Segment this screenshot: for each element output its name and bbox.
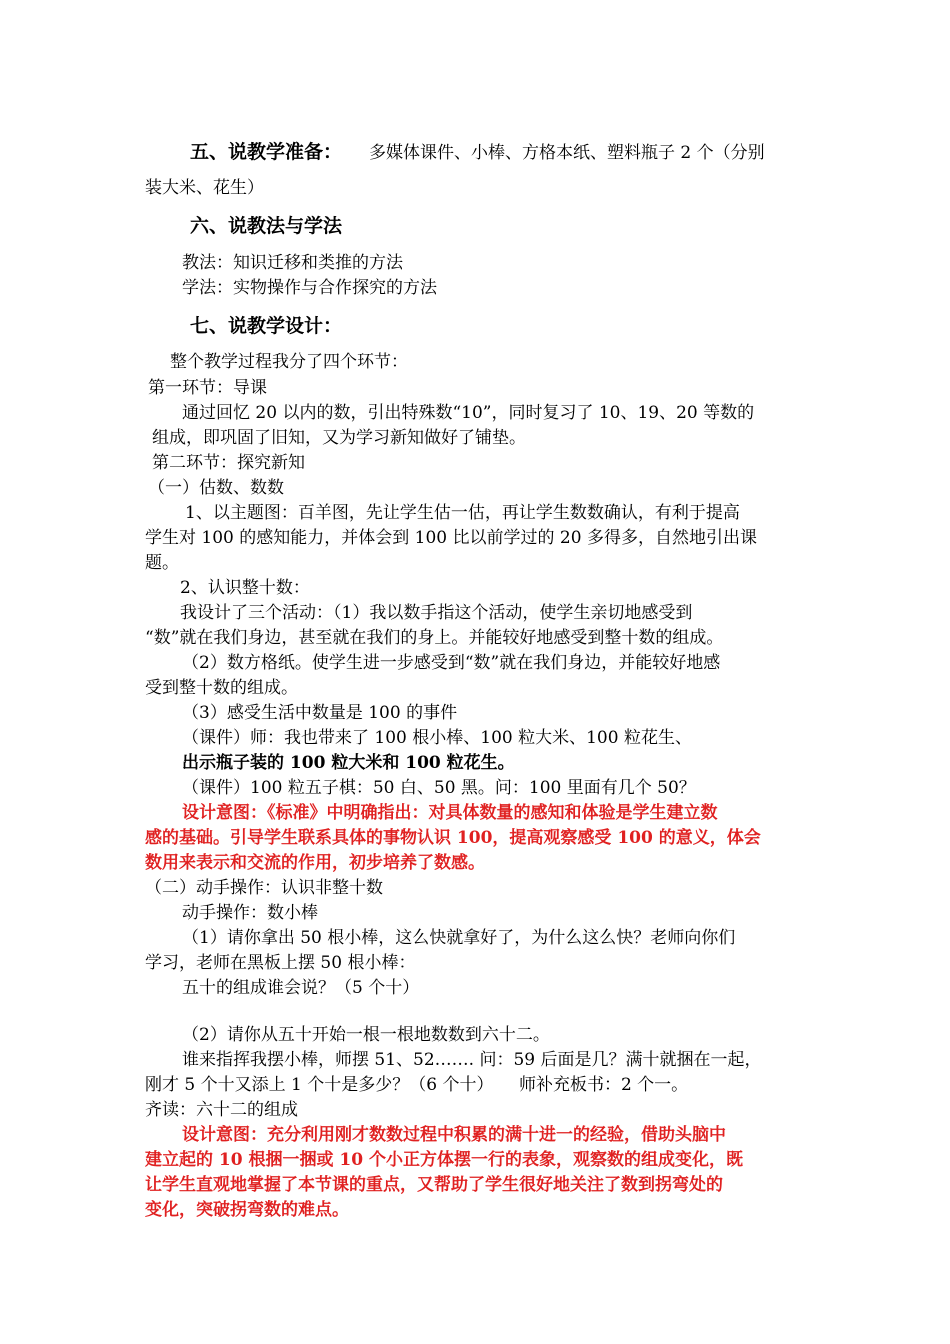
stage-1-title: 第一环节：导课 — [148, 378, 267, 398]
operation-line: 五十的组成谁会说？（5 个十） — [182, 978, 420, 998]
courseware-line-bold: 出示瓶子装的 100 粒大米和 100 粒花生。 — [182, 753, 515, 773]
operation-line: 学习，老师在黑板上摆 50 根小棒： — [145, 953, 416, 973]
activity-line: （3）感受生活中数量是 100 的事件 — [182, 703, 458, 723]
activity-line: 受到整十数的组成。 — [145, 678, 298, 698]
section-7-intro: 整个教学过程我分了四个环节： — [170, 352, 408, 372]
teaching-method: 教法：知识迁移和类推的方法 — [182, 253, 403, 273]
section-5-heading: 五、说教学准备： — [190, 141, 343, 163]
design-intent-line: 感的基础。引导学生联系具体的事物认识 100，提高观察感受 100 的意义，体会 — [145, 828, 761, 848]
design-intent-line: 设计意图：《标准》中明确指出：对具体数量的感知和体验是学生建立数 — [182, 803, 718, 823]
section-5-text-cont: 装大米、花生） — [145, 178, 264, 198]
item-1-line: 学生对 100 的感知能力，并体会到 100 比以前学过的 20 多得多，自然地引出课 — [145, 528, 757, 548]
part-1-heading: （一）估数、数数 — [148, 478, 284, 498]
section-7-heading: 七、说教学设计： — [190, 315, 343, 337]
design-intent-line: 变化，突破拐弯数的难点。 — [145, 1200, 349, 1220]
operation-line: （1）请你拿出 50 根小棒，这么快就拿好了，为什么这么快？老师向你们 — [182, 928, 736, 948]
courseware-line: （课件）100 粒五子棋：50 白、50 黑。问：100 里面有几个 50？ — [182, 778, 696, 798]
stage-2-title: 第二环节：探究新知 — [152, 453, 305, 473]
activity-line: 我设计了三个活动：（1）我以数手指这个活动，使学生亲切地感受到 — [180, 603, 693, 623]
item-2-heading: 2、认识整十数： — [180, 578, 310, 598]
section-6-heading: 六、说教法与学法 — [190, 215, 343, 237]
design-intent-line: 让学生直观地掌握了本节课的重点，又帮助了学生很好地关注了数到拐弯处的 — [145, 1175, 723, 1195]
activity-line: “数”就在我们身边，甚至就在我们的身上。并能较好地感受到整十数的组成。 — [145, 628, 724, 648]
operation-line: 动手操作：数小棒 — [182, 903, 318, 923]
item-1-line: 题。 — [145, 553, 179, 573]
operation-line: 齐读：六十二的组成 — [145, 1100, 298, 1120]
section-5-text: 多媒体课件、小棒、方格本纸、塑料瓶子 2 个（分别 — [369, 143, 765, 163]
operation-line: 刚才 5 个十又添上 1 个十是多少？（6 个十） 师补充板书：2 个一。 — [145, 1075, 689, 1095]
item-1-line: 1、以主题图：百羊图，先让学生估一估，再让学生数数确认，有利于提高 — [185, 503, 740, 523]
stage-1-para-line: 通过回忆 20 以内的数，引出特殊数“10”，同时复习了 10、19、20 等数的 — [182, 403, 755, 423]
operation-line: 谁来指挥我摆小棒，师摆 51、52……. 问：59 后面是几？满十就捆在一起， — [182, 1050, 762, 1070]
courseware-line: （课件）师：我也带来了 100 根小棒、100 粒大米、100 粒花生、 — [182, 728, 692, 748]
part-2-heading: （二）动手操作：认识非整十数 — [145, 878, 383, 898]
operation-line: （2）请你从五十开始一根一根地数数到六十二。 — [182, 1025, 550, 1045]
stage-1-para-line: 组成，即巩固了旧知，又为学习新知做好了铺垫。 — [152, 428, 526, 448]
design-intent-line: 设计意图：充分利用刚才数数过程中积累的满十进一的经验，借助头脑中 — [182, 1125, 726, 1145]
activity-line: （2）数方格纸。使学生进一步感受到“数”就在我们身边，并能较好地感 — [182, 653, 721, 673]
design-intent-line: 建立起的 10 根捆一捆或 10 个小正方体摆一行的表象，观察数的组成变化，既 — [145, 1150, 743, 1170]
learning-method: 学法：实物操作与合作探究的方法 — [182, 278, 437, 298]
design-intent-line: 数用来表示和交流的作用，初步培养了数感。 — [145, 853, 485, 873]
